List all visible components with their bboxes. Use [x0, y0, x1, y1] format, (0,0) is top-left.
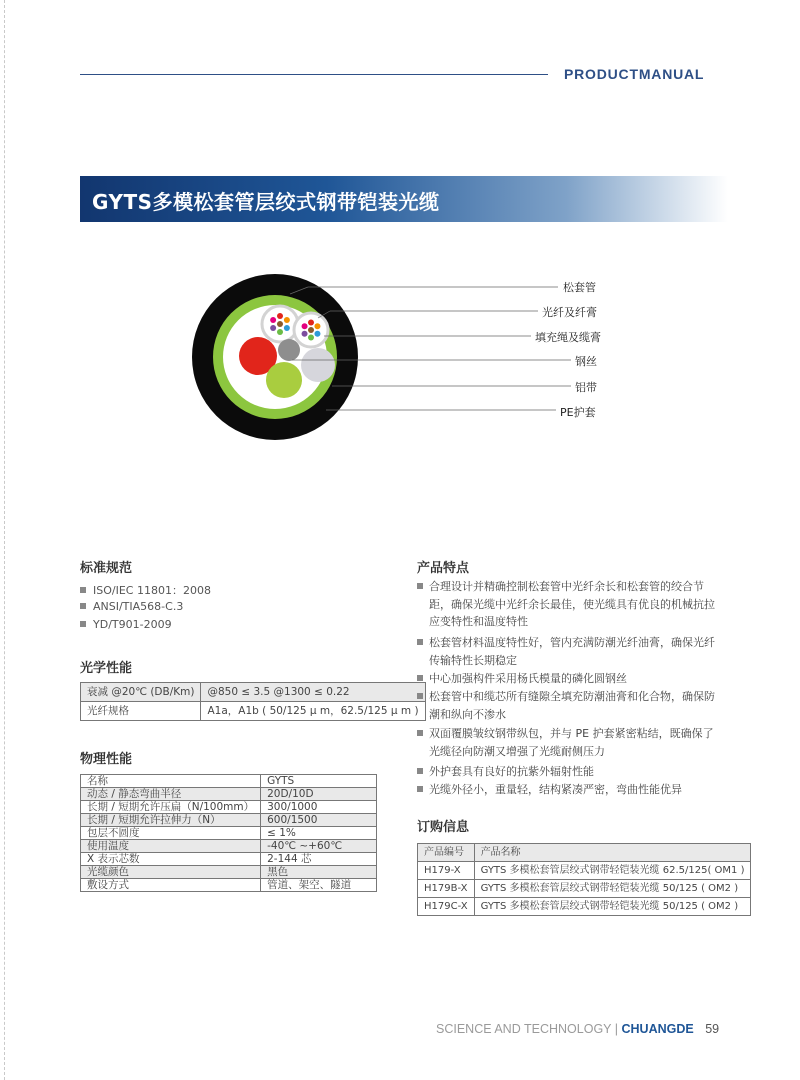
callout-pe-sheath: PE护套 [560, 406, 596, 419]
footer-tagline: SCIENCE AND TECHNOLOGY [436, 1022, 612, 1036]
feature-item: 松套管中和缆芯所有缝隙全填充防潮油膏和化合物，确保防潮和纵向不渗水 [417, 688, 717, 723]
feature-item: 双面覆膜皱纹钢带纵包，并与 PE 护套紧密粘结，既确保了光缆径向防潮又增强了光缆耐侧压力 [417, 725, 717, 760]
tube1-fiber-6 [270, 317, 276, 323]
table-row: X 表示芯数 2-144 芯 [81, 853, 377, 866]
table-row: 光纤规格 A1a，A1b ( 50/125 μ m，62.5/125 μ m ) [81, 702, 426, 721]
tube2-fiber-1 [308, 320, 314, 326]
table-row: 衰减 @20℃ (DB/Km) @850 ≤ 3.5 @1300 ≤ 0.22 [81, 683, 426, 702]
callout-fiber-gel: 光纤及纤膏 [542, 306, 597, 319]
feature-item: 外护套具有良好的抗紫外辐射性能 [417, 763, 717, 781]
tube2-fiber-2 [314, 323, 320, 329]
table-row: H179B-X GYTS 多模松套管层绞式钢带轻铠装光缆 50/125 ( OM2 ) [418, 880, 751, 898]
feature-item: 光缆外径小，重量轻，结构紧凑严密，弯曲性能优异 [417, 781, 717, 799]
callout-loose-tube: 松套管 [563, 281, 596, 294]
tube1-fiber-2 [284, 317, 290, 323]
feature-item: 松套管材料温度特性好，管内充满防潮光纤油膏，确保光纤传输特性长期稳定 [417, 634, 717, 669]
table-row: 光缆颜色 黑色 [81, 866, 377, 879]
features-heading: 产品特点 [417, 561, 470, 576]
green-filler [266, 362, 302, 398]
table-row: 动态 / 静态弯曲半径 20D/10D [81, 788, 377, 801]
feature-item: 合理设计并精确控制松套管中光纤余长和松套管的绞合节距，确保光缆中光纤余长最佳，使光缆具有优良的机械抗拉应变特性和温度特性 [417, 578, 717, 631]
standard-item: ISO/IEC 11801：2008 [80, 582, 211, 598]
table-row: 敷设方式 管道、架空、隧道 [81, 879, 377, 892]
callout-filler-gel: 填充绳及缆膏 [535, 331, 601, 344]
page-footer [436, 1022, 719, 1036]
feature-item: 中心加强构件采用杨氏模量的磷化圆钢丝 [417, 670, 717, 688]
table-row: 名称 GYTS [81, 775, 377, 788]
table-row: 长期 / 短期允许拉伸力（N） 600/1500 [81, 814, 377, 827]
table-row: 使用温度 -40℃ ~+60℃ [81, 840, 377, 853]
standard-item: ANSI/TIA568-C.3 [80, 600, 183, 613]
table-row: 长期 / 短期允许压扁（N/100mm） 300/1000 [81, 801, 377, 814]
tube1-fiber-5 [270, 325, 276, 331]
physical-table [80, 774, 377, 892]
footer-company: CHUANGDE [621, 1022, 694, 1036]
order-table [417, 843, 751, 916]
tube1-fiber-4 [277, 329, 283, 335]
table-header-row: 产品编号 产品名称 [418, 844, 751, 862]
table-row: 包层不圆度 ≤ 1% [81, 827, 377, 840]
standard-item: YD/T901-2009 [80, 618, 172, 631]
tube2-fiber-6 [302, 323, 308, 329]
central-steel-wire [278, 339, 300, 361]
tube1-fiber-3 [284, 325, 290, 331]
gray-filler-rope [301, 348, 335, 382]
standards-heading: 标准规范 [80, 561, 133, 576]
brand-label: PRODUCTMANUAL [564, 66, 705, 82]
callout-aluminum-tape: 铝带 [575, 381, 597, 394]
tube2-fiber-5 [302, 331, 308, 337]
footer-separator: | [614, 1022, 619, 1036]
callout-steel-wire: 钢丝 [575, 355, 597, 368]
order-heading: 订购信息 [417, 820, 470, 835]
page-title: GYTS多模松套管层绞式钢带铠装光缆 [92, 190, 440, 214]
table-row: H179-X GYTS 多模松套管层绞式钢带轻铠装光缆 62.5/125( OM1 ) [418, 862, 751, 880]
physical-heading: 物理性能 [80, 752, 133, 767]
optical-heading: 光学性能 [80, 661, 133, 676]
tube1-fiber-7 [277, 321, 283, 327]
optical-table [80, 682, 426, 721]
tube1-fiber-1 [277, 313, 283, 319]
page-number: 59 [705, 1022, 720, 1036]
table-row: H179C-X GYTS 多模松套管层绞式钢带轻铠装光缆 50/125 ( OM2 ) [418, 898, 751, 916]
tube2-fiber-3 [314, 331, 320, 337]
tube2-fiber-7 [308, 327, 314, 333]
tube2-fiber-4 [308, 335, 314, 341]
